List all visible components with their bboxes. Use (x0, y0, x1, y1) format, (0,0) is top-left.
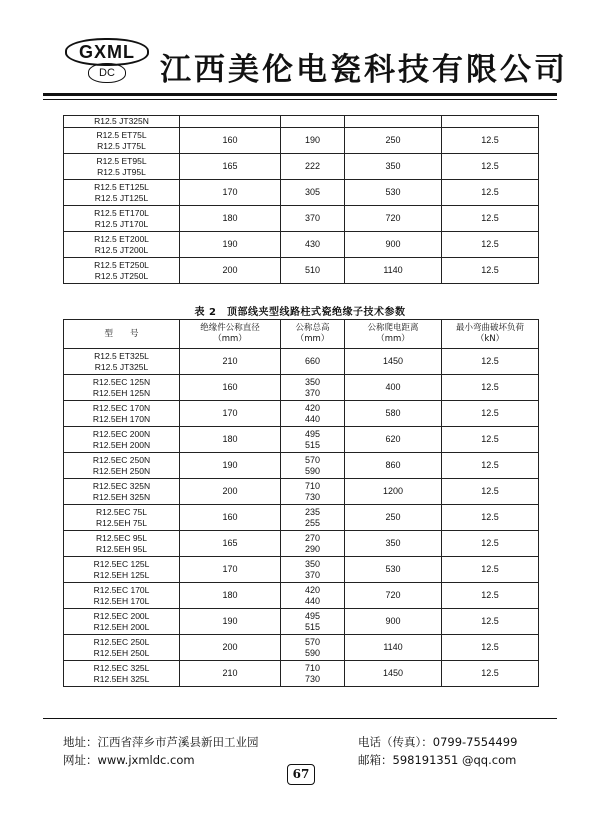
height-cell: 420 440 (281, 583, 345, 609)
creepage-cell: 250 (345, 505, 442, 531)
column-header: 公称爬电距离 （mm） (345, 320, 442, 349)
model-cell: R12.5EC 75L R12.5EH 75L (64, 505, 180, 531)
table-row (64, 258, 539, 284)
diameter-cell: 180 (180, 206, 281, 232)
diameter-cell: 200 (180, 258, 281, 284)
load-cell: 12.5 (442, 401, 539, 427)
height-cell: 495 515 (281, 609, 345, 635)
model-cell: R12.5 ET325L R12.5 JT325L (64, 349, 180, 375)
diameter-cell: 210 (180, 349, 281, 375)
model-cell: R12.5 ET95L R12.5 JT95L (64, 154, 180, 180)
diameter-cell: 160 (180, 375, 281, 401)
model-cell: R12.5 ET250L R12.5 JT250L (64, 258, 180, 284)
creepage-cell: 250 (345, 128, 442, 154)
model-cell: R12.5 ET170L R12.5 JT170L (64, 206, 180, 232)
creepage-cell: 350 (345, 154, 442, 180)
creepage-cell (345, 116, 442, 128)
load-cell: 12.5 (442, 375, 539, 401)
footer-address: 地址：江西省萍乡市芦溪县新田工业园 (63, 735, 259, 749)
diameter-cell: 180 (180, 427, 281, 453)
table-header-row (64, 320, 539, 349)
creepage-cell: 860 (345, 453, 442, 479)
spec-table-2 (63, 319, 539, 687)
height-cell: 710 730 (281, 479, 345, 505)
creepage-cell: 900 (345, 232, 442, 258)
load-cell: 12.5 (442, 453, 539, 479)
load-cell: 12.5 (442, 154, 539, 180)
header-rule-thick (43, 93, 557, 96)
creepage-cell: 400 (345, 375, 442, 401)
height-cell: 190 (281, 128, 345, 154)
model-cell: R12.5EC 125N R12.5EH 125N (64, 375, 180, 401)
table-row (64, 375, 539, 401)
footer-website: 网址：www.jxmldc.com (63, 753, 195, 767)
model-cell: R12.5EC 95L R12.5EH 95L (64, 531, 180, 557)
diameter-cell: 190 (180, 609, 281, 635)
page-header (65, 34, 568, 94)
model-cell: R12.5EC 170L R12.5EH 170L (64, 583, 180, 609)
diameter-cell: 200 (180, 635, 281, 661)
creepage-cell: 1450 (345, 661, 442, 687)
column-header: 最小弯曲破坏负荷 （kN） (442, 320, 539, 349)
load-cell: 12.5 (442, 583, 539, 609)
diameter-cell: 170 (180, 180, 281, 206)
model-cell: R12.5EC 200N R12.5EH 200N (64, 427, 180, 453)
company-name: 江西美伦电瓷科技有限公司 (160, 52, 568, 88)
model-cell: R12.5EC 250L R12.5EH 250L (64, 635, 180, 661)
table-row (64, 427, 539, 453)
table-2-caption: 表 2 顶部线夹型线路柱式瓷绝缘子技术参数 (194, 307, 406, 318)
model-cell: R12.5 ET200L R12.5 JT200L (64, 232, 180, 258)
height-cell: 710 730 (281, 661, 345, 687)
height-cell: 660 (281, 349, 345, 375)
height-cell: 430 (281, 232, 345, 258)
height-cell: 350 370 (281, 557, 345, 583)
diameter-cell: 170 (180, 557, 281, 583)
diameter-cell: 190 (180, 453, 281, 479)
creepage-cell: 530 (345, 557, 442, 583)
diameter-cell: 210 (180, 661, 281, 687)
table-row (64, 154, 539, 180)
table-row (64, 505, 539, 531)
height-cell: 370 (281, 206, 345, 232)
creepage-cell: 1450 (345, 349, 442, 375)
table-row (64, 557, 539, 583)
header-rule-thin (43, 99, 557, 100)
table-row (64, 401, 539, 427)
diameter-cell: 200 (180, 479, 281, 505)
logo-text-bottom: DC (88, 63, 126, 83)
model-cell: R12.5EC 125L R12.5EH 125L (64, 557, 180, 583)
diameter-cell: 180 (180, 583, 281, 609)
diameter-cell: 170 (180, 401, 281, 427)
table-row (64, 116, 539, 128)
load-cell: 12.5 (442, 609, 539, 635)
load-cell: 12.5 (442, 557, 539, 583)
load-cell: 12.5 (442, 505, 539, 531)
creepage-cell: 1140 (345, 258, 442, 284)
table-row (64, 453, 539, 479)
model-cell: R12.5 ET75L R12.5 JT75L (64, 128, 180, 154)
diameter-cell (180, 116, 281, 128)
load-cell: 12.5 (442, 635, 539, 661)
load-cell: 12.5 (442, 349, 539, 375)
table-row (64, 180, 539, 206)
height-cell: 570 590 (281, 635, 345, 661)
load-cell: 12.5 (442, 427, 539, 453)
height-cell: 270 290 (281, 531, 345, 557)
load-cell: 12.5 (442, 128, 539, 154)
model-cell: R12.5EC 325N R12.5EH 325N (64, 479, 180, 505)
load-cell: 12.5 (442, 258, 539, 284)
creepage-cell: 1140 (345, 635, 442, 661)
height-cell: 495 515 (281, 427, 345, 453)
load-cell: 12.5 (442, 232, 539, 258)
table-row (64, 661, 539, 687)
column-header: 绝缘件公称直径 （mm） (180, 320, 281, 349)
creepage-cell: 620 (345, 427, 442, 453)
creepage-cell: 720 (345, 206, 442, 232)
load-cell: 12.5 (442, 661, 539, 687)
load-cell: 12.5 (442, 479, 539, 505)
height-cell: 510 (281, 258, 345, 284)
creepage-cell: 720 (345, 583, 442, 609)
column-header: 型 号 (64, 320, 180, 349)
table-row (64, 531, 539, 557)
table-row (64, 232, 539, 258)
creepage-cell: 900 (345, 609, 442, 635)
table-row (64, 206, 539, 232)
height-cell: 570 590 (281, 453, 345, 479)
diameter-cell: 190 (180, 232, 281, 258)
load-cell: 12.5 (442, 180, 539, 206)
height-cell: 222 (281, 154, 345, 180)
table-row (64, 128, 539, 154)
model-cell: R12.5EC 250N R12.5EH 250N (64, 453, 180, 479)
column-header: 公称总高 （mm） (281, 320, 345, 349)
height-cell: 420 440 (281, 401, 345, 427)
model-cell: R12.5EC 200L R12.5EH 200L (64, 609, 180, 635)
spec-table-1 (63, 115, 539, 284)
table-row (64, 635, 539, 661)
table-row (64, 583, 539, 609)
diameter-cell: 165 (180, 154, 281, 180)
company-logo (65, 38, 147, 84)
table-row (64, 609, 539, 635)
height-cell: 350 370 (281, 375, 345, 401)
table-row (64, 479, 539, 505)
logo-text-top: GXML (65, 38, 149, 66)
load-cell (442, 116, 539, 128)
load-cell: 12.5 (442, 206, 539, 232)
footer-phone: 电话（传真）：0799-7554499 (358, 735, 518, 749)
height-cell: 235 255 (281, 505, 345, 531)
diameter-cell: 165 (180, 531, 281, 557)
height-cell (281, 116, 345, 128)
model-cell: R12.5 ET125L R12.5 JT125L (64, 180, 180, 206)
model-cell: R12.5EC 170N R12.5EH 170N (64, 401, 180, 427)
model-cell: R12.5 JT325N (64, 116, 180, 128)
model-cell: R12.5EC 325L R12.5EH 325L (64, 661, 180, 687)
creepage-cell: 350 (345, 531, 442, 557)
creepage-cell: 1200 (345, 479, 442, 505)
footer-email: 邮箱：598191351 @qq.com (358, 753, 517, 767)
table-row (64, 349, 539, 375)
height-cell: 305 (281, 180, 345, 206)
footer-rule (43, 718, 557, 719)
diameter-cell: 160 (180, 128, 281, 154)
load-cell: 12.5 (442, 531, 539, 557)
diameter-cell: 160 (180, 505, 281, 531)
page-number: 67 (287, 764, 315, 785)
creepage-cell: 530 (345, 180, 442, 206)
creepage-cell: 580 (345, 401, 442, 427)
